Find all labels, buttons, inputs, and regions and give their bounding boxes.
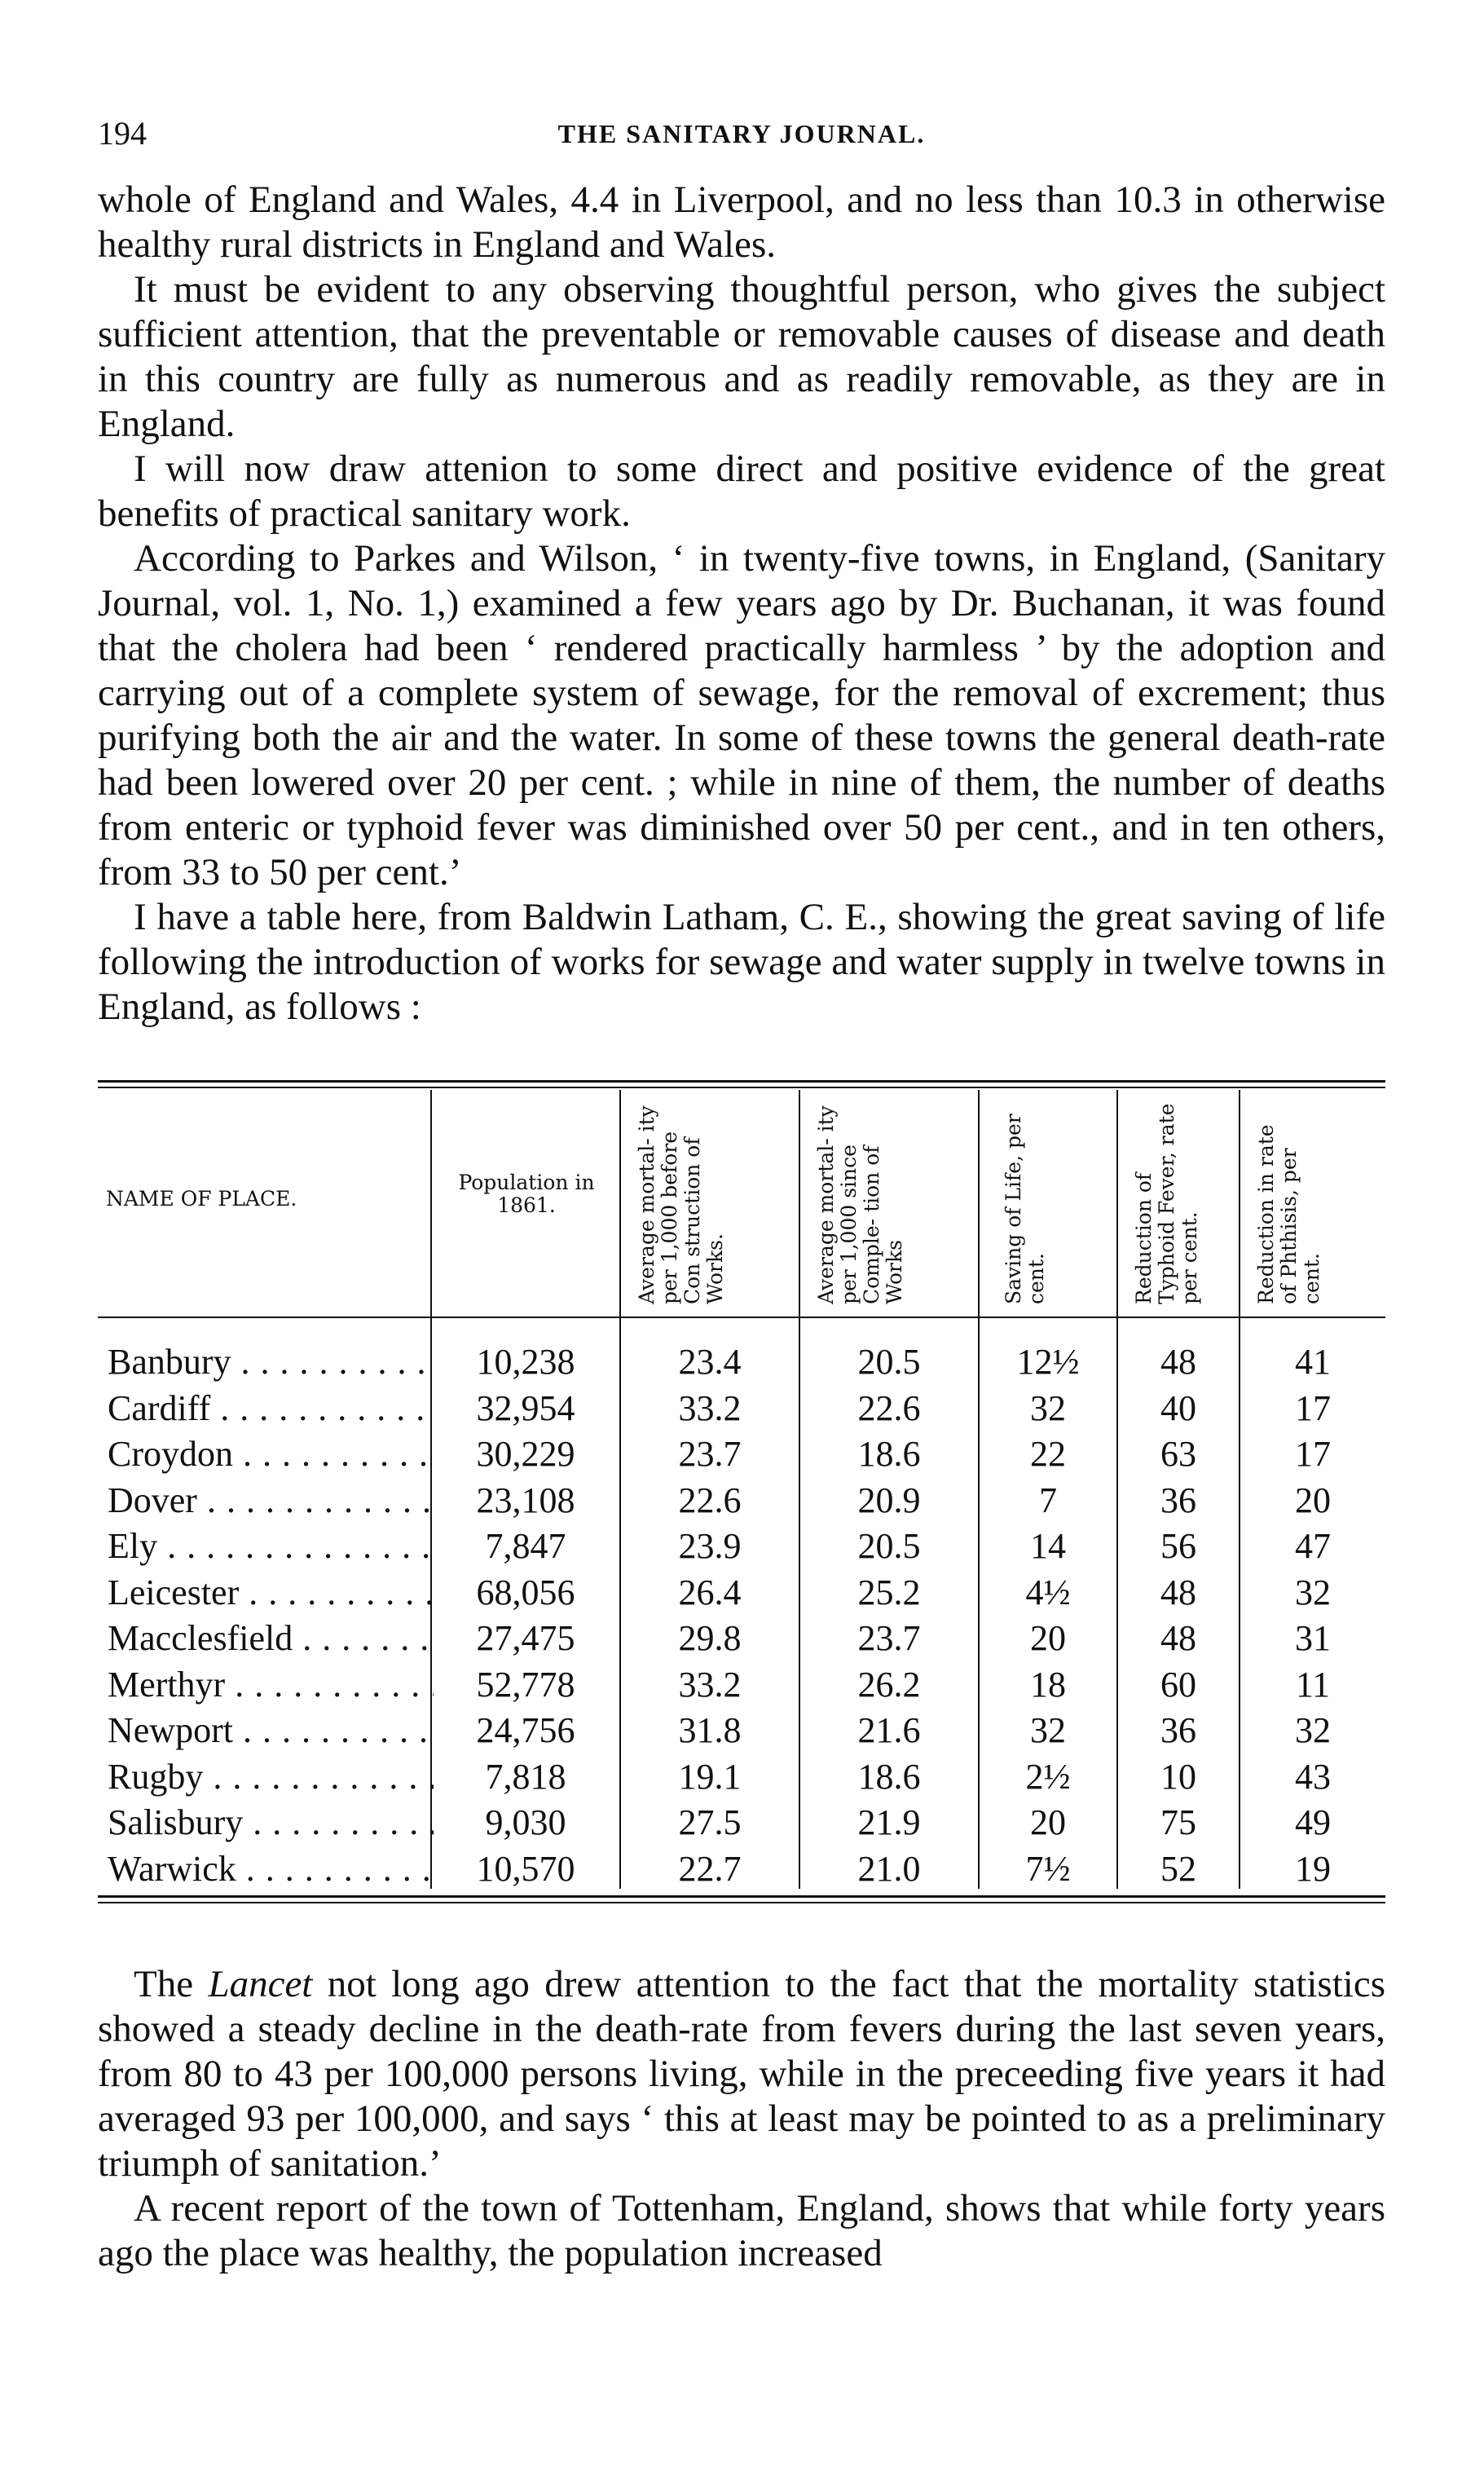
cell-phthisis: 19 (1295, 1848, 1331, 1889)
place-name: Dover . . . (108, 1478, 434, 1524)
cell-typhoid: 60 (1160, 1664, 1196, 1705)
place-name: Warwick . . . (108, 1846, 434, 1892)
cell-since: 21.6 (857, 1710, 921, 1750)
cell-typhoid: 63 (1160, 1434, 1196, 1474)
cell-before: 33.2 (678, 1664, 742, 1705)
cell-before: 22.6 (678, 1480, 742, 1520)
cell-population: 23,108 (476, 1480, 575, 1520)
cell-before: 23.9 (678, 1526, 742, 1566)
cell-phthisis: 11 (1295, 1664, 1331, 1705)
cell-typhoid: 36 (1160, 1480, 1196, 1520)
table-top-rule (98, 1080, 1385, 1083)
cell-since: 26.2 (857, 1664, 921, 1705)
place-name: Cardiff . . . (108, 1386, 434, 1431)
cell-typhoid: 40 (1160, 1387, 1196, 1428)
header-name-of-place: NAME OF PLACE. (106, 1187, 297, 1211)
cell-saving: 18 (1030, 1664, 1066, 1705)
cell-population: 10,238 (476, 1342, 575, 1382)
cell-typhoid: 48 (1160, 1618, 1196, 1658)
cell-phthisis: 32 (1295, 1710, 1331, 1750)
cell-population: 7,818 (485, 1756, 566, 1797)
cell-since: 20.5 (857, 1526, 921, 1566)
header-phthisis-reduction: Reduction in rate of Phthisis, per cent. (1254, 1124, 1323, 1304)
place-name: Leicester . . . (108, 1570, 434, 1616)
place-name: Banbury . . . (108, 1339, 434, 1385)
header-mortality-since: Average mortal- ity per 1,000 since Comple- tion of Works (814, 1105, 906, 1304)
cell-since: 20.9 (857, 1480, 921, 1520)
running-title: THE SANITARY JOURNAL. (557, 119, 926, 148)
cell-phthisis: 20 (1295, 1480, 1331, 1520)
cell-population: 9,030 (485, 1802, 566, 1842)
header-population: Population in 1861. (458, 1171, 595, 1217)
cell-since: 18.6 (857, 1756, 921, 1797)
cell-since: 18.6 (857, 1434, 921, 1474)
place-name: Merthyr . . . (108, 1662, 434, 1708)
cell-saving: 20 (1030, 1618, 1066, 1658)
cell-population: 30,229 (476, 1434, 575, 1474)
cell-saving: 12½ (1016, 1342, 1080, 1382)
paragraph-rest: not long ago drew attention to the fact that the mortality statistics showed a steady decline in the death-rate from fevers during the last seven years, from 80 to 43 per 100,000 persons living, while in the preceeding five years it had averaged 93 per 100,000, and says ‘ this at least may be pointed to as a preliminary triumph of sanitation.’ (98, 1963, 1385, 2185)
header-mortality-before: Average mortal- ity per 1,000 before Con struction of Works. (635, 1105, 727, 1304)
place-name: Macclesfield . . . (108, 1616, 434, 1661)
cell-saving: 7 (1039, 1480, 1057, 1520)
paragraph (98, 1962, 1385, 2186)
paragraph: I will now draw attenion to some direct and positive evidence of the great benefits of practical sanitary work. (98, 448, 1385, 535)
cell-phthisis: 49 (1295, 1802, 1331, 1842)
cell-before: 23.4 (678, 1342, 742, 1382)
cell-since: 21.9 (857, 1802, 921, 1842)
place-name: Croydon . . . (108, 1431, 434, 1477)
table-bottom-rule-inner (98, 1902, 1385, 1903)
page-number: 194 (98, 115, 147, 152)
page-header (98, 114, 1385, 163)
cell-typhoid: 10 (1160, 1756, 1196, 1797)
cell-phthisis: 32 (1295, 1572, 1331, 1612)
cell-since: 23.7 (857, 1618, 921, 1658)
cell-saving: 22 (1030, 1434, 1066, 1474)
cell-since: 20.5 (857, 1342, 921, 1382)
cell-phthisis: 31 (1295, 1618, 1331, 1658)
paragraph: whole of England and Wales, 4.4 in Liverpool, and no less than 10.3 in otherwise healthy rural districts in England and Wales. (98, 179, 1385, 266)
place-name: Salisbury . . . (108, 1800, 434, 1846)
header-typhoid-reduction: Reduction of Typhoid Fever, rate per cent. (1132, 1103, 1201, 1304)
cell-before: 26.4 (678, 1572, 742, 1612)
cell-population: 27,475 (476, 1618, 575, 1658)
cell-population: 7,847 (485, 1526, 566, 1566)
cell-phthisis: 41 (1295, 1342, 1331, 1382)
table-top-rule-inner (98, 1087, 1385, 1088)
cell-before: 27.5 (678, 1802, 742, 1842)
cell-phthisis: 17 (1295, 1434, 1331, 1474)
cell-before: 33.2 (678, 1387, 742, 1428)
cell-typhoid: 36 (1160, 1710, 1196, 1750)
page (98, 114, 1385, 2276)
place-name: Rugby . . . (108, 1754, 434, 1800)
cell-since: 22.6 (857, 1387, 921, 1428)
cell-phthisis: 47 (1295, 1526, 1331, 1566)
cell-typhoid: 56 (1160, 1526, 1196, 1566)
table-bottom-rule (98, 1895, 1385, 1898)
cell-phthisis: 17 (1295, 1387, 1331, 1428)
place-name: Ely . . . (108, 1524, 434, 1569)
paragraph: A recent report of the town of Tottenham, England, shows that while forty years ago the place was healthy, the population increased (98, 2187, 1385, 2274)
cell-since: 25.2 (857, 1572, 921, 1612)
body-text-before (98, 178, 1385, 1030)
journal-title: Lancet (208, 1963, 313, 2005)
cell-typhoid: 52 (1160, 1848, 1196, 1889)
header-saving-of-life: Saving of Life, per cent. (1002, 1114, 1048, 1304)
cell-saving: 4½ (1025, 1572, 1071, 1612)
cell-saving: 20 (1030, 1802, 1066, 1842)
cell-saving: 2½ (1025, 1756, 1071, 1797)
place-name: Newport . . . (108, 1708, 434, 1753)
paragraph: It must be evident to any observing thoughtful person, who gives the subject sufficient attention, that the preventable or removable causes of disease and death in this country are fully as numerous and as readily removable, as they are in England. (98, 268, 1385, 445)
cell-before: 19.1 (678, 1756, 742, 1797)
cell-before: 29.8 (678, 1618, 742, 1658)
cell-population: 68,056 (476, 1572, 575, 1612)
cell-population: 24,756 (476, 1710, 575, 1750)
cell-saving: 32 (1030, 1710, 1066, 1750)
cell-typhoid: 48 (1160, 1342, 1196, 1382)
body-text-after (98, 1962, 1385, 2276)
cell-saving: 14 (1030, 1526, 1066, 1566)
paragraph: I have a table here, from Baldwin Latham, C. E., showing the great saving of life following the introduction of works for sewage and water supply in twelve towns in England, as follows : (98, 896, 1385, 1028)
cell-saving: 7½ (1025, 1848, 1071, 1889)
cell-population: 10,570 (476, 1848, 575, 1889)
cell-population: 52,778 (476, 1664, 575, 1705)
cell-before: 22.7 (678, 1848, 742, 1889)
cell-typhoid: 48 (1160, 1572, 1196, 1612)
cell-typhoid: 75 (1160, 1802, 1196, 1842)
cell-population: 32,954 (476, 1387, 575, 1428)
cell-before: 31.8 (678, 1710, 742, 1750)
paragraph-lead: The (134, 1963, 209, 2005)
cell-saving: 32 (1030, 1387, 1066, 1428)
cell-since: 21.0 (857, 1848, 921, 1889)
paragraph: According to Parkes and Wilson, ‘ in twenty-five towns, in England, (Sanitary Journal, vol. 1, No. 1,) examined a few years ago by Dr. Buchanan, it was found that the cholera had been ‘ rendered practically harmless ’ by the adoption and carrying out of a complete system of sewage, for the removal of excrement; thus purifying both the air and the water. In some of these towns the general death-rate had been lowered over 20 per cent. ; while in nine of them, the number of deaths from enteric or typhoid fever was diminished over 50 per cent., and in ten others, from 33 to 50 per cent.’ (98, 537, 1385, 893)
mortality-table (98, 1080, 1385, 1918)
table-header-rule (98, 1317, 1385, 1318)
cell-before: 23.7 (678, 1434, 742, 1474)
cell-phthisis: 43 (1295, 1756, 1331, 1797)
